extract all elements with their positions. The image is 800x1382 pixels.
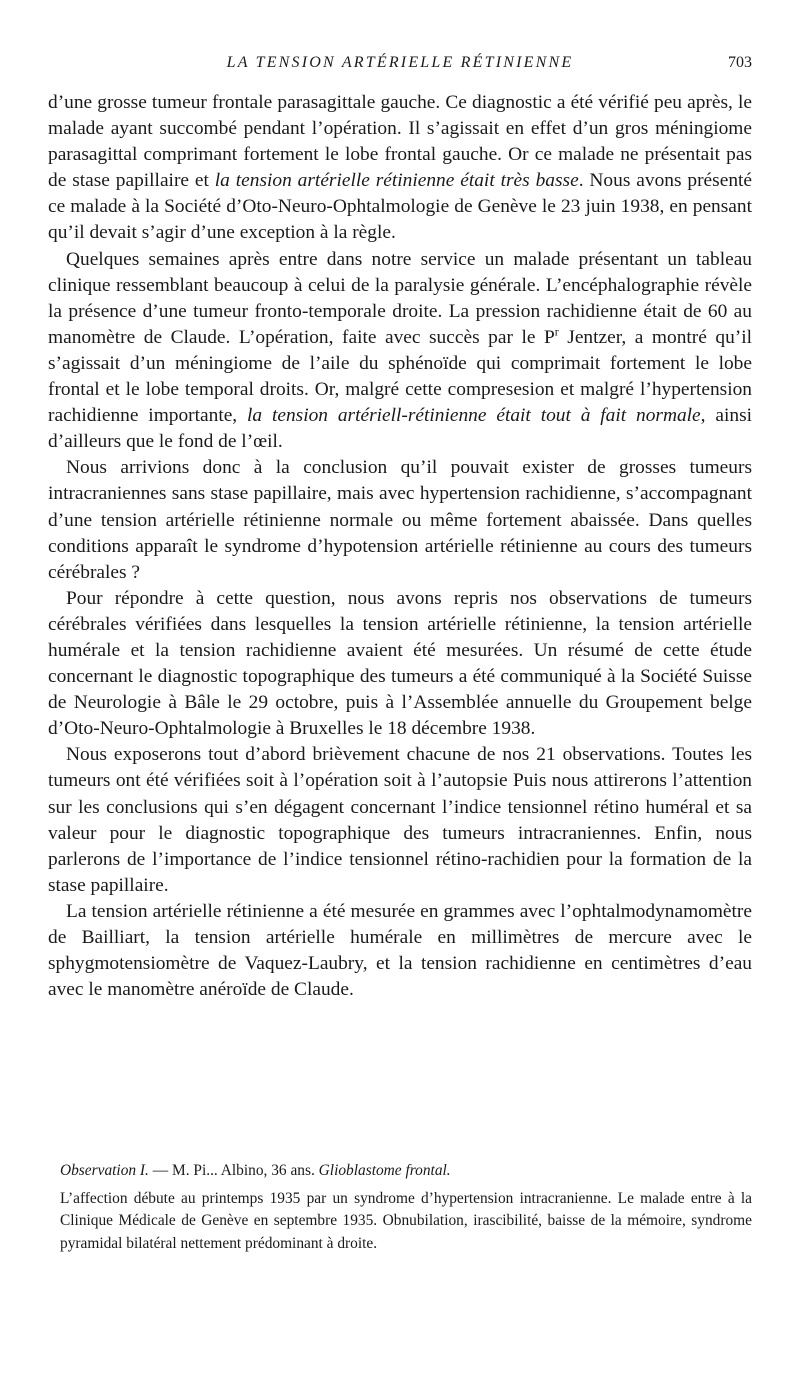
paragraph-2-superscript: r [554, 324, 559, 339]
paragraph-5: Nous exposerons tout d’abord brièvement chacune de nos 21 observations. Toutes les tumeurs ont été vérifiées soit à l’opération soit à l’autopsie Puis nous attirerons l’attention sur les conclusions qui s’en dégagent concernant l’indice tensionnel rétino huméral et sa valeur pour le diagnostic topographique des tumeurs intracraniennes. Enfin, nous parlerons de l’importance de l’indice tensionnel rétino-rachidien pour la formation de la stase papillaire. [48, 744, 752, 896]
page-number: 703 [728, 54, 752, 71]
paragraph-3: Nous arrivions donc à la conclusion qu’il pouvait exister de grosses tumeurs intracraniennes sans stase papillaire, mais avec hypertension rachidienne, s’accompagnant d’une tension artérielle rétinienne normale ou même fortement abaissée. Dans quelles conditions apparaît le syndrome d’hypotension artérielle rétinienne au cours des tumeurs cérébrales ? [48, 457, 752, 583]
paragraph-1-emphasis: la tension artérielle rétinienne était très basse [214, 170, 579, 192]
paragraph-4: Pour répondre à cette question, nous avons repris nos observations de tumeurs cérébrales vérifiées dans lesquelles la tension artérielle rétinienne, la tension artérielle humérale et la tension rachidienne avaient été mesurées. Un résumé de cette étude concernant le diagnostic topographique des tumeurs a été communiqué à la Société Suisse de Neurologie à Bâle le 29 octobre, puis à l’Assemblée annuelle du Groupement belge d’Oto-Neuro-Ophtalmologie à Bruxelles le 18 décembre 1938. [48, 587, 752, 740]
observation-section [60, 1160, 752, 1255]
paragraph-1 [48, 90, 752, 247]
observation-heading [60, 1160, 752, 1182]
observation-diagnosis: Glioblastome frontal. [318, 1162, 451, 1179]
running-header [48, 54, 752, 78]
paragraph-1-text-b: . Nous avons présenté ce malade à la Société d’Oto-Neuro-Ophtalmologie de Genève le 23 juin 1938, en pensant qu’il devait s’agir d’une exception à la règle. [48, 170, 753, 244]
observation-text: L’affection débute au printemps 1935 par un syndrome d’hypertension intracranienne. Le malade entre à la Clinique Médicale de Genève en septembre 1935. Obnubilation, irascibilité, baisse de la mémoire, syndrome pyramidal bilatéral nettement prédominant à droite. [60, 1190, 752, 1252]
paragraph-2-text-a: Quelques semaines après entre dans notre service un malade présentant un tableau clinique ressemblant beaucoup à celui de la paralysie générale. L’encéphalographie révèle la présence d’une tumeur fronto-temporale droite. La pression rachidienne était de 60 au manomètre de Claude. L’opération, faite avec succès par le P [48, 248, 752, 348]
paragraph-2-text-b: Jentzer, a montré qu’il s’agissait d’un méningiome de l’aile du sphénoïde qui comprimait fortement le lobe frontal et le lobe temporal droits. Or, malgré cette compresesion et malgré l’hypertension rachidienne importante, [48, 326, 752, 427]
paragraph-1-text-a: d’une grosse tumeur frontale parasagittale gauche. Ce diagnostic a été vérifié peu après, le malade ayant succombé pendant l’opération. Il s’agissait en effet d’un gros méningiome parasagittal comprimant fortement le lobe frontal gauche. Or ce malade ne présentait pas de stase papillaire et [48, 92, 752, 192]
body-text [48, 90, 752, 1003]
running-title: LA TENSION ARTÉRIELLE RÉTINIENNE [226, 54, 574, 71]
observation-patient: — M. Pi... Albino, 36 ans. [148, 1162, 319, 1179]
paragraph-6: La tension artérielle rétinienne a été mesurée en grammes avec l’ophtalmodynamomètre de Bailliart, la tension artérielle humérale en millimètres de mercure avec le sphygmotensiomètre de Vaquez-Laubry, et la tension rachidienne en centimètres d’eau avec le manomètre anéroïde de Claude. [48, 900, 752, 1001]
paragraph-2-text-c: , ainsi d’ailleurs que le fond de l’œil. [48, 405, 752, 453]
observation-label: Observation I. [60, 1162, 149, 1179]
paragraph-2-emphasis: la tension artériell-rétinienne était tout à fait normale [247, 405, 701, 427]
paragraph-2 [48, 247, 752, 456]
